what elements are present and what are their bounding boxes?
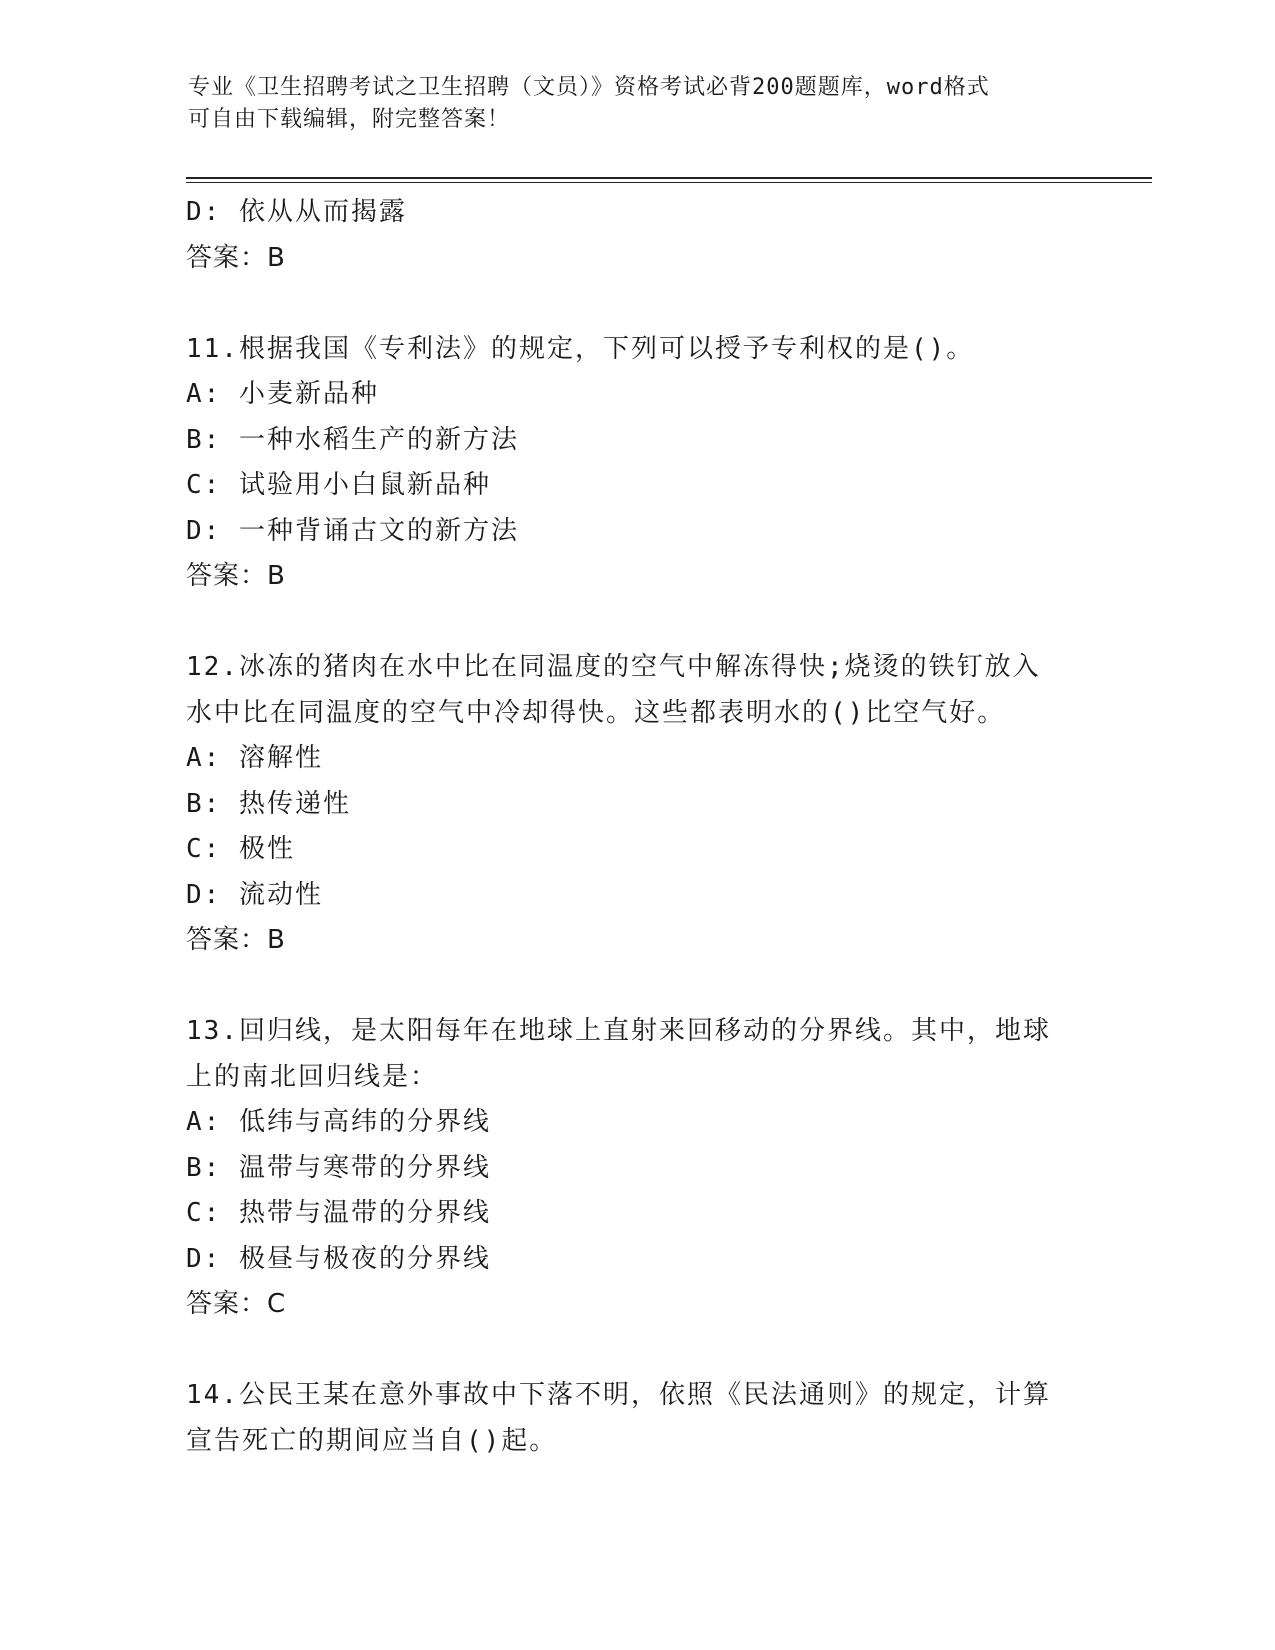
question-block-13 — [186, 1009, 1086, 1328]
option-b: B: 温带与寒带的分界线 — [186, 1152, 491, 1183]
question-text-line-1: 13.回归线，是太阳每年在地球上直射来回移动的分界线。其中，地球 — [186, 1016, 1051, 1046]
option-d: D: 流动性 — [186, 879, 323, 910]
question-list — [186, 190, 1086, 1464]
option-c: C: 热带与温带的分界线 — [186, 1198, 491, 1228]
answer-line: 答案：B — [186, 925, 286, 955]
answer-line: 答案：B — [186, 561, 286, 591]
spacer — [186, 281, 1086, 327]
option-d: D: 一种背诵古文的新方法 — [186, 515, 519, 546]
question-text-line-1: 14.公民王某在意外事故中下落不明，依照《民法通则》的规定，计算 — [186, 1380, 1051, 1410]
option-d: D: 依从从而揭露 — [186, 197, 407, 227]
spacer — [186, 1328, 1086, 1374]
question-block-12 — [186, 645, 1086, 964]
question-text-line-2: 上的南北回归线是： — [186, 1061, 439, 1092]
answer-line: 答案：B — [186, 242, 286, 273]
option-b: B: 热传递性 — [186, 788, 351, 819]
option-a: A: 溶解性 — [186, 743, 323, 773]
option-d: D: 极昼与极夜的分界线 — [186, 1243, 491, 1274]
question-text-line-2: 宣告死亡的期间应当自()起。 — [186, 1425, 558, 1456]
question-text-line-2: 水中比在同温度的空气中冷却得快。这些都表明水的()比空气好。 — [186, 697, 1006, 728]
option-c: C: 试验用小白鼠新品种 — [186, 470, 491, 500]
header-title-line-1: 专业《卫生招聘考试之卫生招聘（文员）》资格考试必背200题题库，word格式 — [188, 75, 990, 100]
option-c: C: 极性 — [186, 834, 295, 864]
header-title-line-2: 可自由下载编辑，附完整答案！ — [188, 107, 511, 132]
spacer — [186, 964, 1086, 1010]
question-block-14 — [186, 1373, 1086, 1464]
question-text: 11.根据我国《专利法》的规定，下列可以授予专利权的是()。 — [186, 333, 975, 364]
question-block-prev — [186, 190, 1086, 281]
question-text-line-1: 12.冰冻的猪肉在水中比在同温度的空气中解冻得快;烧烫的铁钉放入 — [186, 652, 1041, 682]
question-block-11 — [186, 327, 1086, 600]
spacer — [186, 600, 1086, 646]
document-header — [188, 72, 1088, 136]
option-b: B: 一种水稻生产的新方法 — [186, 424, 519, 455]
option-a: A: 低纬与高纬的分界线 — [186, 1107, 491, 1137]
header-divider — [186, 177, 1152, 183]
answer-line: 答案：C — [186, 1289, 287, 1319]
option-a: A: 小麦新品种 — [186, 379, 379, 409]
